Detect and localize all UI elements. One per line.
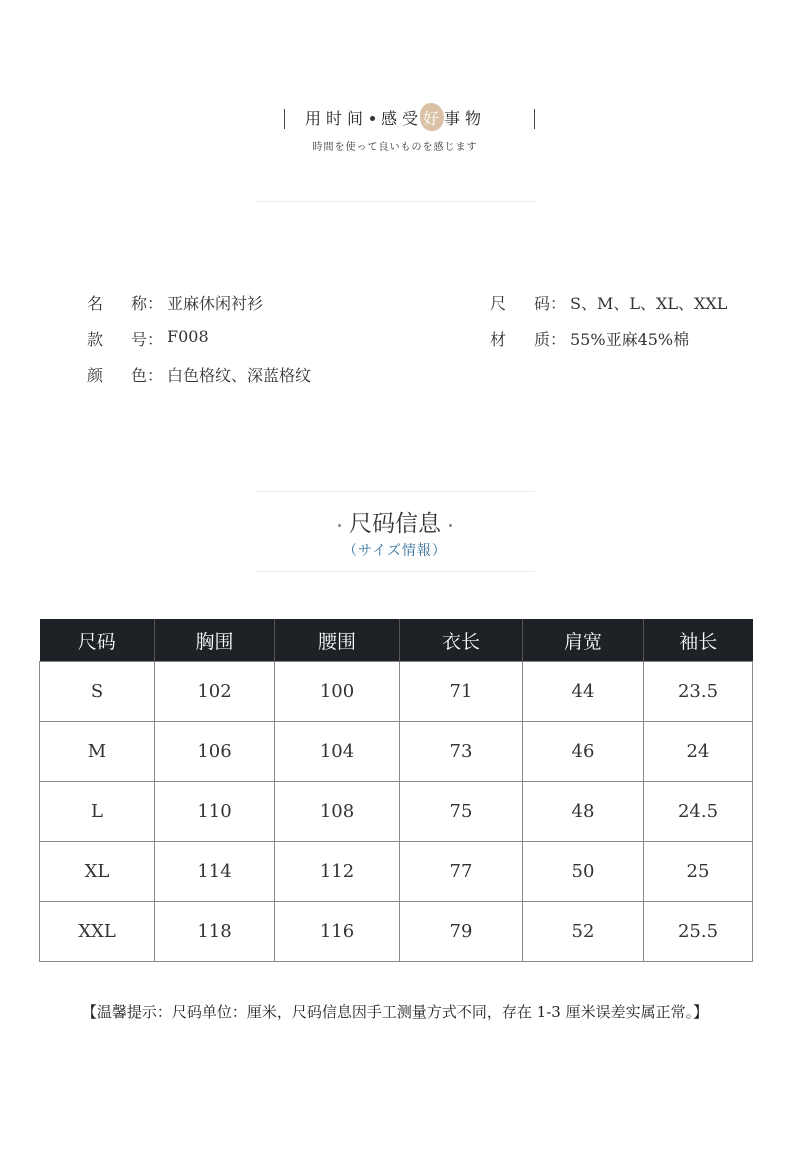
- measurement-note: 【温馨提示：尺码单位：厘米，尺码信息因手工测量方式不同，存在 1-3 厘米误差实属正常。】: [81, 1003, 709, 1021]
- table-cell: 102: [155, 662, 275, 722]
- table-cell: XXL: [40, 902, 155, 962]
- header-length: 衣长: [400, 619, 523, 662]
- section-subtitle: （サイズ情報）: [343, 543, 447, 559]
- table-cell: 46: [523, 722, 644, 782]
- header-sleeve: 袖长: [644, 619, 753, 662]
- divider-bar-left: [284, 109, 285, 129]
- spec-model-value: F008: [167, 327, 209, 346]
- header-waist: 腰围: [275, 619, 400, 662]
- table-row: [40, 662, 753, 722]
- table-cell: M: [40, 722, 155, 782]
- table-row: [40, 842, 753, 902]
- table-cell: 50: [523, 842, 644, 902]
- table-row: [40, 722, 753, 782]
- table-cell: 118: [155, 902, 275, 962]
- slogan-subtitle: 時間を使って良いものを感じます: [312, 142, 478, 153]
- table-cell: 108: [275, 782, 400, 842]
- table-cell: 100: [275, 662, 400, 722]
- dot-icon: [449, 524, 452, 527]
- table-cell: 104: [275, 722, 400, 782]
- table-cell: 52: [523, 902, 644, 962]
- table-cell: 73: [400, 722, 523, 782]
- spec-size-value: S、M、L、XL、XXL: [570, 294, 728, 313]
- table-cell: S: [40, 662, 155, 722]
- slogan-part-2: 感受: [381, 109, 424, 128]
- table-cell: 24: [644, 722, 753, 782]
- table-cell: 24.5: [644, 782, 753, 842]
- header-shoulder: 肩宽: [523, 619, 644, 662]
- slogan: [305, 106, 486, 129]
- header-size: 尺码: [40, 619, 155, 662]
- table-cell: L: [40, 782, 155, 842]
- slogan-highlight: 好: [423, 106, 444, 129]
- table-cell: 25.5: [644, 902, 753, 962]
- table-cell: 114: [155, 842, 275, 902]
- spec-color-value: 白色格纹、深蓝格纹: [167, 366, 312, 385]
- table-cell: XL: [40, 842, 155, 902]
- size-section-title: [0, 505, 790, 560]
- slogan-part-1: 用时间: [305, 109, 369, 128]
- brand-header: [0, 100, 790, 153]
- dot-icon: [338, 524, 341, 527]
- spec-material-value: 55%亚麻45%棉: [570, 330, 690, 349]
- table-cell: 75: [400, 782, 523, 842]
- table-cell: 112: [275, 842, 400, 902]
- table-cell: 71: [400, 662, 523, 722]
- table-cell: 48: [523, 782, 644, 842]
- header-chest: 胸围: [155, 619, 275, 662]
- header-divider: [255, 201, 535, 202]
- table-cell: 106: [155, 722, 275, 782]
- section-title-text: 尺码信息: [349, 511, 441, 537]
- table-row: [40, 902, 753, 962]
- section-divider-bottom: [255, 571, 535, 572]
- size-table: [39, 619, 753, 962]
- table-cell: 23.5: [644, 662, 753, 722]
- table-cell: 25: [644, 842, 753, 902]
- table-row: [40, 782, 753, 842]
- table-header-row: [40, 619, 753, 662]
- table-cell: 44: [523, 662, 644, 722]
- table-cell: 110: [155, 782, 275, 842]
- table-cell: 116: [275, 902, 400, 962]
- table-cell: 77: [400, 842, 523, 902]
- spec-name-value: 亚麻休闲衬衫: [167, 294, 264, 313]
- bullet-icon: [370, 116, 375, 121]
- slogan-part-3: 事物: [444, 109, 487, 128]
- divider-bar-right: [534, 109, 535, 129]
- section-divider-top: [255, 491, 535, 492]
- table-cell: 79: [400, 902, 523, 962]
